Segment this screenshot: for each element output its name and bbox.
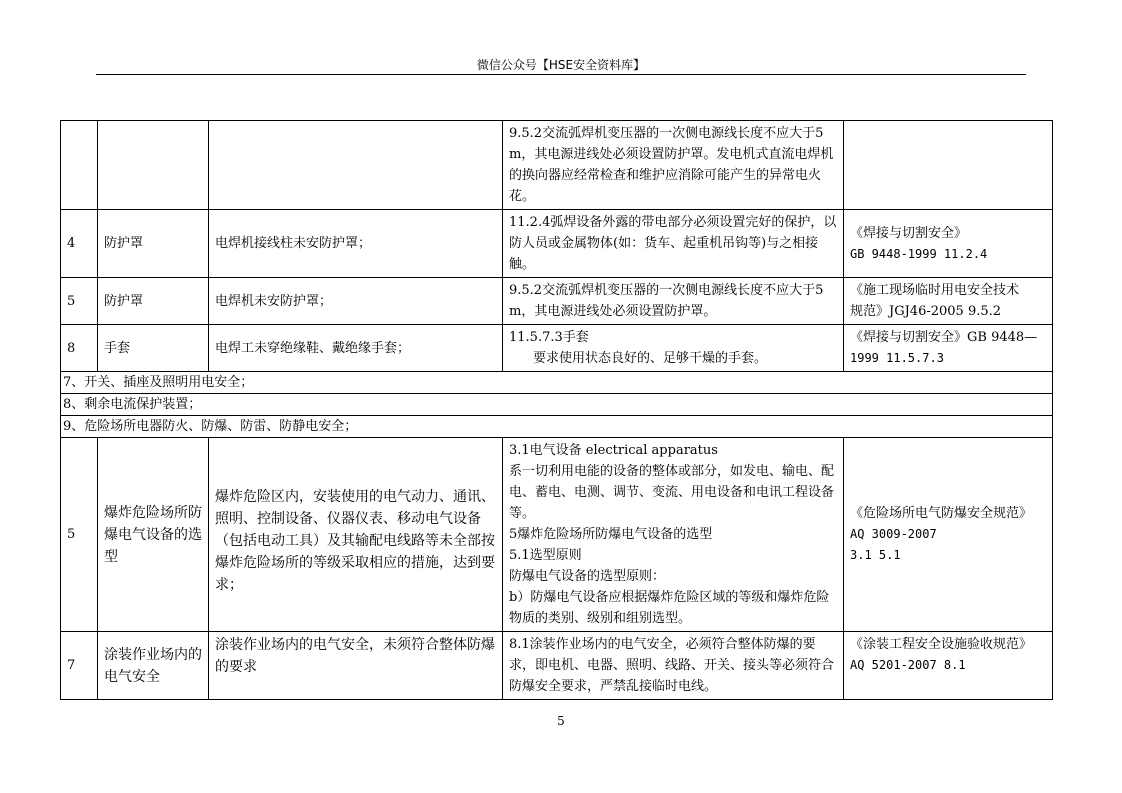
check-item: 防护罩 bbox=[98, 278, 209, 325]
reference-standard bbox=[844, 210, 1053, 278]
reference-clauses: 3.1 5.1 bbox=[850, 548, 901, 562]
reference-title: 《施工现场临时用电安全技术 bbox=[850, 283, 1020, 298]
reference-standard bbox=[844, 278, 1053, 325]
check-item: 涂装作业场内的电气安全 bbox=[98, 632, 209, 700]
basis-text bbox=[503, 438, 844, 632]
basis-clause-text: 要求使用状态良好的、足够干燥的手套。 bbox=[533, 351, 768, 366]
table-row bbox=[61, 210, 1053, 278]
table-row bbox=[61, 278, 1053, 325]
reference-code: AQ 5201-2007 8.1 bbox=[850, 658, 966, 672]
basis-clause: 3.1电气设备 electrical apparatus bbox=[509, 443, 718, 458]
inspection-table bbox=[60, 120, 1053, 700]
basis-clause-text: 防爆电气设备的选型原则： bbox=[509, 569, 666, 584]
page-number: 5 bbox=[557, 714, 565, 728]
table-row bbox=[61, 438, 1053, 632]
row-number: 8 bbox=[61, 325, 98, 372]
check-item: 爆炸危险场所防爆电气设备的选型 bbox=[98, 438, 209, 632]
reference-standard bbox=[844, 632, 1053, 700]
reference-title: 《焊接与切割安全》 bbox=[850, 225, 968, 241]
row-number: 5 bbox=[61, 438, 98, 632]
section-heading: 9、危险场所电器防火、防爆、防雷、防静电安全； bbox=[61, 416, 1053, 438]
reference-standard bbox=[844, 121, 1053, 210]
header-rule bbox=[96, 74, 1026, 75]
reference-code: 1999 11.5.7.3 bbox=[850, 351, 944, 365]
problem-description bbox=[209, 121, 503, 210]
basis-text: 9.5.2交流弧焊机变压器的一次侧电源线长度不应大于5m，其电源进线处必须设置防护罩。 bbox=[503, 278, 844, 325]
basis-clause: 5爆炸危险场所防爆电气设备的选型 bbox=[509, 527, 713, 542]
section-heading: 7、开关、插座及照明用电安全； bbox=[61, 372, 1053, 394]
row-number bbox=[61, 121, 98, 210]
reference-standard bbox=[844, 325, 1053, 372]
table-row bbox=[61, 121, 1053, 210]
basis-clause-text: b）防爆电气设备应根据爆炸危险区域的等级和爆炸危险物质的类别、级别和组别选型。 bbox=[509, 590, 830, 626]
reference-title: 《涂装工程安全设施验收规范》 bbox=[850, 637, 1033, 652]
basis-text: 11.2.4弧焊设备外露的带电部分必须设置完好的保护，以防人员或金属物体(如：货车、起重机吊钩等)与之相接触。 bbox=[503, 210, 844, 278]
table-row bbox=[61, 632, 1053, 700]
check-item: 防护罩 bbox=[98, 210, 209, 278]
row-number: 5 bbox=[61, 278, 98, 325]
reference-title: 《焊接与切割安全》GB 9448— bbox=[850, 330, 1038, 345]
page-header: 微信公众号【HSE安全资料库】 bbox=[476, 58, 646, 72]
problem-description: 电焊机未安防护罩； bbox=[209, 278, 503, 325]
check-item: 手套 bbox=[98, 325, 209, 372]
section-row bbox=[61, 416, 1053, 438]
problem-description: 电焊机接线柱未安防护罩； bbox=[209, 210, 503, 278]
basis-clause: 5.1选型原则 bbox=[509, 548, 582, 563]
section-heading: 8、剩余电流保护装置； bbox=[61, 394, 1053, 416]
check-item bbox=[98, 121, 209, 210]
basis-text: 8.1涂装作业场内的电气安全，必须符合整体防爆的要求，即电机、电器、照明、线路、开关、接头等必须符合防爆安全要求，严禁乱接临时电线。 bbox=[503, 632, 844, 700]
section-row bbox=[61, 394, 1053, 416]
basis-clause-text: 系一切利用电能的设备的整体或部分，如发电、输电、配电、蓄电、电测、调节、变流、用电设备和电讯工程设备等。 bbox=[509, 464, 835, 521]
reference-standard bbox=[844, 438, 1053, 632]
row-number: 4 bbox=[61, 210, 98, 278]
basis-clause: 11.5.7.3手套 bbox=[509, 330, 589, 345]
problem-description: 爆炸危险区内，安装使用的电气动力、通讯、照明、控制设备、仪器仪表、移动电气设备（包括电动工具）及其输配电线路等未全部按爆炸危险场所的等级采取相应的措施，达到要求； bbox=[209, 438, 503, 632]
problem-description: 涂装作业场内的电气安全，未须符合整体防爆的要求 bbox=[209, 632, 503, 700]
reference-code: GB 9448-1999 11.2.4 bbox=[850, 246, 988, 261]
table-row bbox=[61, 325, 1053, 372]
reference-code: AQ 3009-2007 bbox=[850, 527, 937, 541]
problem-description: 电焊工未穿绝缘鞋、戴绝缘手套； bbox=[209, 325, 503, 372]
basis-text: 9.5.2交流弧焊机变压器的一次侧电源线长度不应大于5m，其电源进线处必须设置防护罩。发电机式直流电焊机的换向器应经常检查和维护应消除可能产生的异常电火花。 bbox=[503, 121, 844, 210]
reference-title: 《危险场所电气防爆安全规范》 bbox=[850, 506, 1033, 521]
row-number: 7 bbox=[61, 632, 98, 700]
basis-text bbox=[503, 325, 844, 372]
reference-code: 规范》JGJ46-2005 9.5.2 bbox=[850, 304, 1002, 319]
section-row bbox=[61, 372, 1053, 394]
